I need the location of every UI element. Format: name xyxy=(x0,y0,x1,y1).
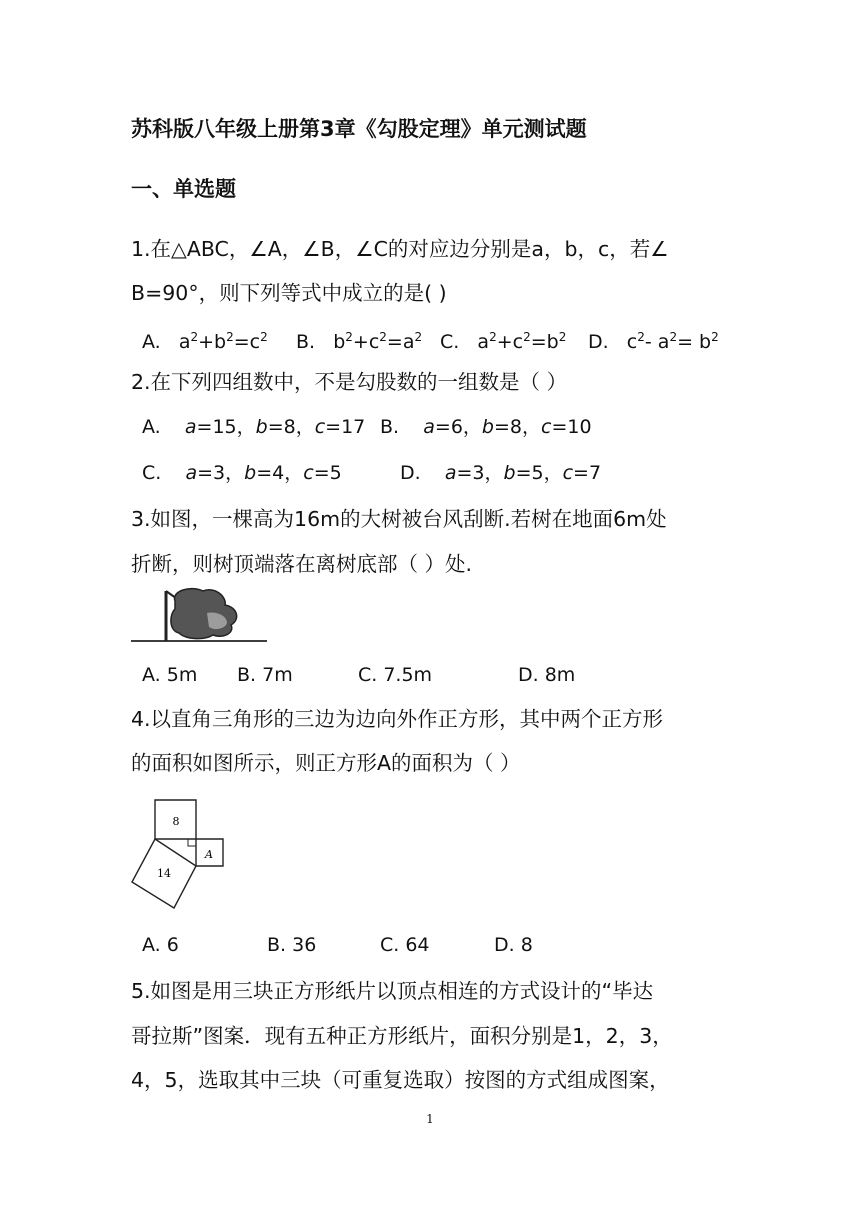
page-title: 苏科版八年级上册第3章《勾股定理》单元测试题 xyxy=(131,117,587,141)
q2-option-d-label: D. xyxy=(400,462,421,484)
q2-stem: 2.在下列四组数中，不是勾股数的一组数是（ ） xyxy=(131,370,568,394)
q2-option-a-label: A. xyxy=(142,416,161,438)
q4-option-b: B. 36 xyxy=(267,934,317,956)
q1-line1: 1.在△ABC，∠A，∠B，∠C的对应边分别是a，b，c，若∠ xyxy=(131,237,669,261)
q3-option-d: D. 8m xyxy=(518,664,576,686)
q2-option-a: A. a=15，b=8，c=17 xyxy=(142,416,366,438)
q5-line2: 哥拉斯”图案．现有五种正方形纸片，面积分别是1，2，3， xyxy=(131,1024,673,1048)
q4-option-c: C. 64 xyxy=(380,934,430,956)
q2-option-d: D. a=3，b=5，c=7 xyxy=(400,462,602,484)
q4-option-a: A. 6 xyxy=(142,934,179,956)
broken-tree-figure xyxy=(131,583,271,645)
q3-option-a: A. 5m xyxy=(142,664,198,686)
q1-option-c: C. $a^2+c^2=b^2$ xyxy=(440,330,567,353)
q1-option-b: B. $b^2+c^2=a^2$ xyxy=(296,330,423,353)
q2-option-b-label: B. xyxy=(380,416,400,438)
page-number: 1 xyxy=(426,1112,434,1126)
q3-option-b: B. 7m xyxy=(237,664,293,686)
square-label-left: 14 xyxy=(157,867,171,880)
q1-option-d: D. $c^2-$ $a^2= b^2$ xyxy=(588,330,719,353)
q1-line2: B=90°，则下列等式中成立的是( ) xyxy=(131,281,447,305)
q2-option-c: C. a=3，b=4，c=5 xyxy=(142,462,342,484)
square-label-a: A xyxy=(205,848,213,861)
q4-line1: 4.以直角三角形的三边为边向外作正方形，其中两个正方形 xyxy=(131,707,664,731)
square-label-top: 8 xyxy=(172,815,180,828)
q1-option-a: A. $a^2+b^2=c^2$ xyxy=(142,330,268,353)
q5-line1: 5.如图是用三块正方形纸片以顶点相连的方式设计的“毕达 xyxy=(131,979,654,1003)
q4-option-d: D. 8 xyxy=(494,934,533,956)
q2-option-b: B. a=6，b=8，c=10 xyxy=(380,416,592,438)
q1-option-a-label: A. xyxy=(142,331,161,353)
q3-line2: 折断，则树顶端落在离树底部（ ）处. xyxy=(131,552,473,576)
q3-option-c: C. 7.5m xyxy=(358,664,433,686)
q1-option-c-label: C. xyxy=(440,331,460,353)
squares-figure xyxy=(128,796,228,916)
q2-option-c-label: C. xyxy=(142,462,162,484)
q1-option-d-label: D. xyxy=(588,331,609,353)
q1-option-b-label: B. xyxy=(296,331,316,353)
q3-line1: 3.如图，一棵高为16m的大树被台风刮断.若树在地面6m处 xyxy=(131,507,667,531)
q5-line3: 4，5，选取其中三块（可重复选取）按图的方式组成图案， xyxy=(131,1068,670,1092)
q4-line2: 的面积如图所示，则正方形A的面积为（ ） xyxy=(131,751,521,775)
section-heading: 一、单选题 xyxy=(131,177,236,201)
